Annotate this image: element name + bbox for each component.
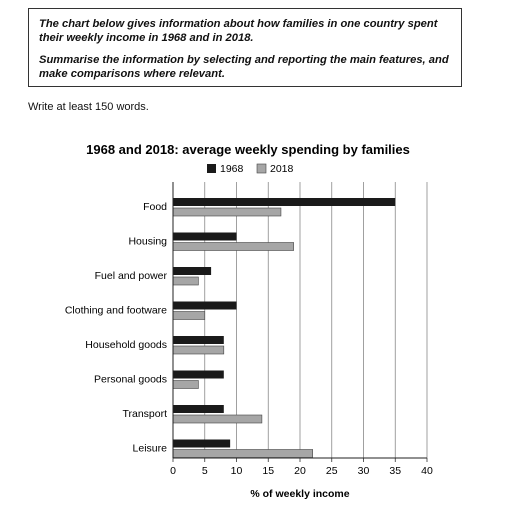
legend-swatch-2018 <box>257 164 266 173</box>
category-label: Housing <box>128 235 167 248</box>
chart-bars <box>173 198 395 458</box>
bar-1968-household-goods <box>173 336 224 344</box>
bar-1968-personal-goods <box>173 371 224 379</box>
bar-chart <box>0 136 509 512</box>
bar-2018-transport <box>173 415 262 423</box>
chart-legend <box>207 163 294 175</box>
bar-2018-housing <box>173 243 294 251</box>
bar-1968-housing <box>173 233 237 241</box>
task-box <box>28 8 462 87</box>
x-tick-label: 10 <box>230 465 243 477</box>
task-instruction: Summarise the information by selecting and reporting the main features, and make comparisons where relevant. <box>39 54 449 80</box>
x-tick-label: 5 <box>201 465 208 477</box>
x-tick-labels <box>170 465 433 477</box>
category-label: Fuel and power <box>94 270 167 282</box>
bar-2018-food <box>173 208 281 216</box>
legend-swatch-1968 <box>207 164 216 173</box>
bar-2018-clothing-and-footware <box>173 312 205 320</box>
category-label: Personal goods <box>94 373 167 386</box>
x-axis-label: % of weekly income <box>250 488 350 500</box>
x-tick-label: 25 <box>325 465 338 477</box>
legend-label-1968: 1968 <box>220 163 244 175</box>
category-label: Food <box>143 201 167 213</box>
word-requirement: Write at least 150 words. <box>28 101 149 113</box>
bar-2018-leisure <box>173 450 313 458</box>
category-label: Transport <box>122 408 167 420</box>
bar-1968-leisure <box>173 440 230 448</box>
bar-1968-clothing-and-footware <box>173 302 237 310</box>
category-label: Clothing and footware <box>64 304 167 317</box>
category-label: Household goods <box>85 339 167 351</box>
x-tick-label: 15 <box>262 465 275 477</box>
x-tick-label: 0 <box>170 465 176 477</box>
task-prompt: The chart below gives information about how families in one country spent their weekly income in 1968 and in 2018. <box>39 18 438 44</box>
bar-1968-transport <box>173 405 224 413</box>
chart-title: 1968 and 2018: average weekly spending by families <box>86 142 410 157</box>
x-tick-label: 35 <box>389 465 402 477</box>
legend-label-2018: 2018 <box>270 163 294 175</box>
bar-2018-household-goods <box>173 346 224 354</box>
x-tick-label: 40 <box>421 465 433 477</box>
bar-2018-personal-goods <box>173 381 198 389</box>
x-tick-label: 20 <box>294 465 306 477</box>
bar-2018-fuel-and-power <box>173 277 198 285</box>
bar-1968-food <box>173 198 395 206</box>
category-label: Leisure <box>132 442 167 455</box>
category-labels <box>65 201 168 455</box>
x-tick-label: 30 <box>357 465 370 477</box>
bar-1968-fuel-and-power <box>173 267 211 275</box>
